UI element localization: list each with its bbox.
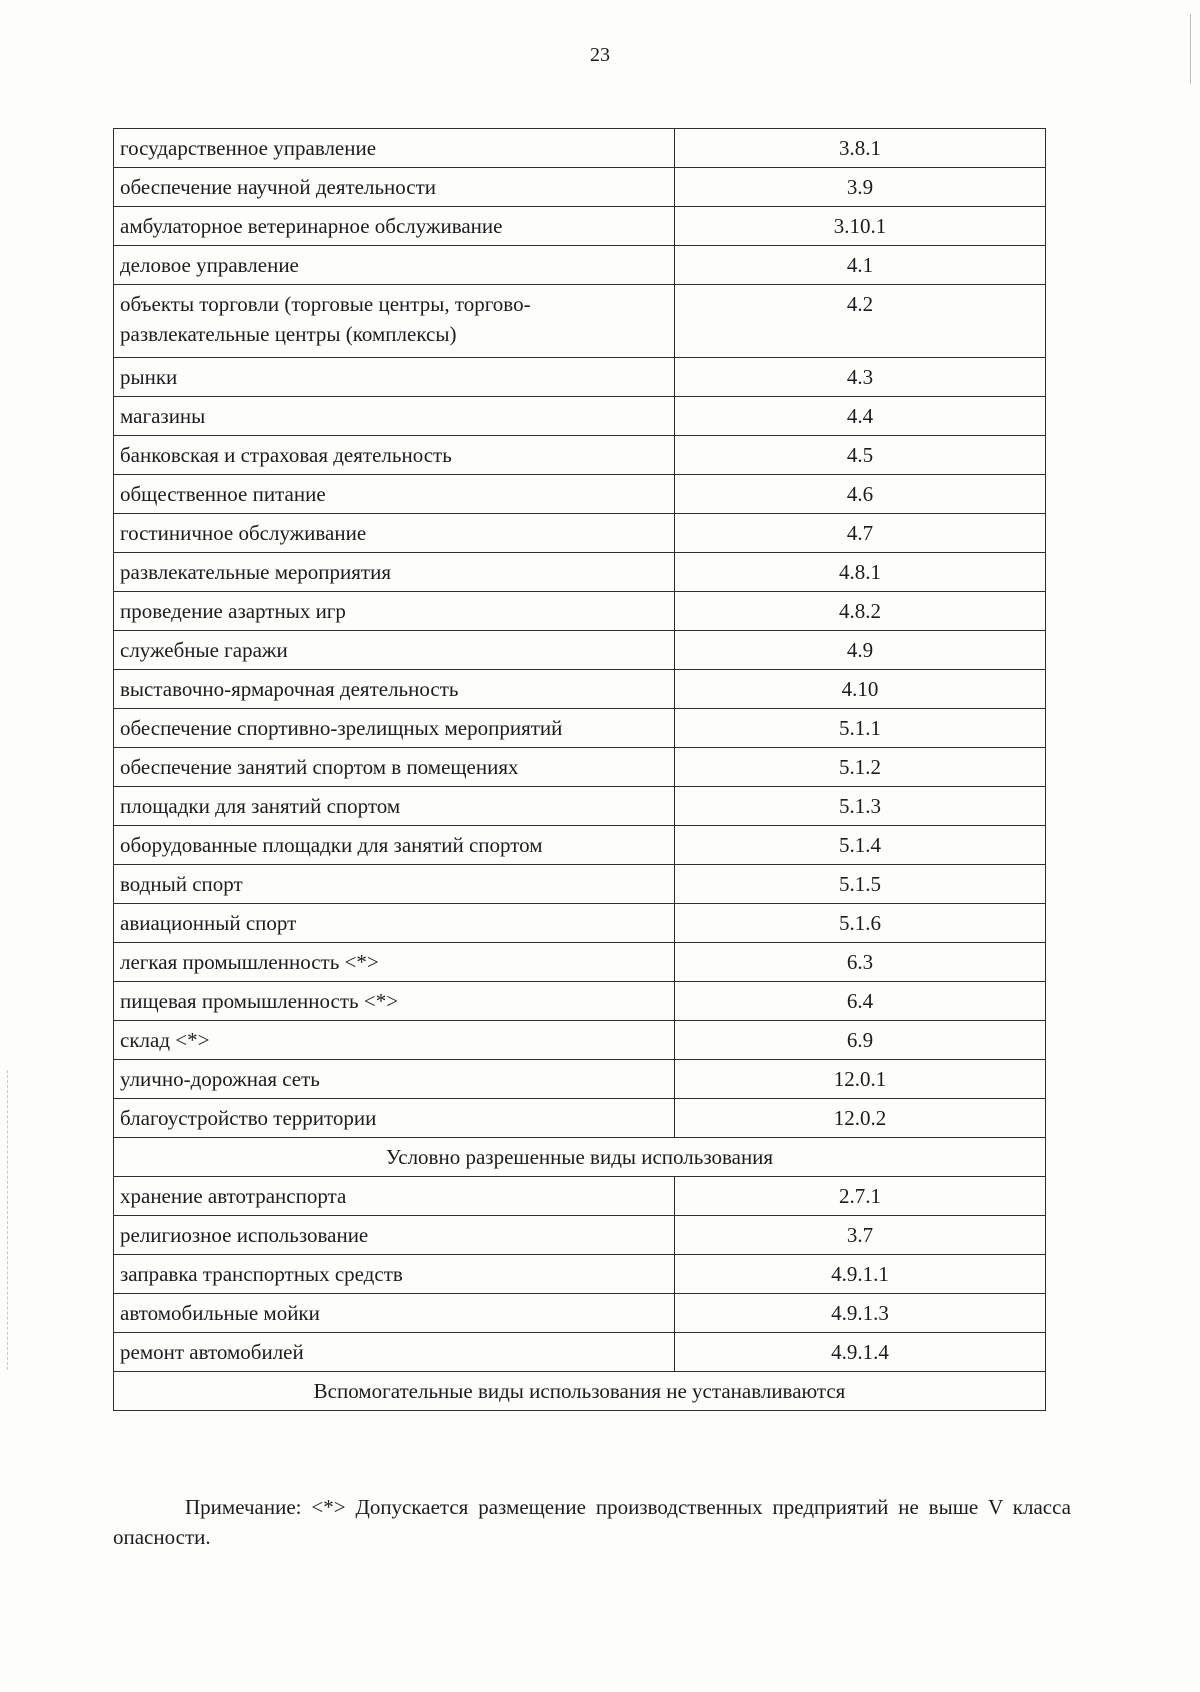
use-code-cell: 4.9.1.4 xyxy=(675,1333,1046,1372)
table-row xyxy=(114,246,1046,285)
use-name-cell: развлекательные мероприятия xyxy=(114,553,675,592)
use-code-cell: 4.1 xyxy=(675,246,1046,285)
use-name-cell: банковская и страховая деятельность xyxy=(114,436,675,475)
use-code-cell: 4.9.1.1 xyxy=(675,1255,1046,1294)
use-name-cell: хранение автотранспорта xyxy=(114,1177,675,1216)
use-name-cell: магазины xyxy=(114,397,675,436)
use-code-cell: 4.9 xyxy=(675,631,1046,670)
use-name-cell: авиационный спорт xyxy=(114,904,675,943)
use-code-cell: 4.2 xyxy=(675,285,1046,358)
table-row xyxy=(114,670,1046,709)
use-code-cell: 4.6 xyxy=(675,475,1046,514)
table-row xyxy=(114,982,1046,1021)
land-use-table xyxy=(113,128,1046,1411)
table-row xyxy=(114,631,1046,670)
use-code-cell: 4.7 xyxy=(675,514,1046,553)
table-row xyxy=(114,865,1046,904)
use-name-cell: оборудованные площадки для занятий спортом xyxy=(114,826,675,865)
table-row xyxy=(114,943,1046,982)
footnote: Примечание: <*> Допускается размещение производственных предприятий не выше V класса опасности. xyxy=(113,1495,1071,1549)
use-code-cell: 6.3 xyxy=(675,943,1046,982)
use-name-cell: служебные гаражи xyxy=(114,631,675,670)
use-name-cell: проведение азартных игр xyxy=(114,592,675,631)
use-name-cell: площадки для занятий спортом xyxy=(114,787,675,826)
conditional-uses-body xyxy=(114,1177,1046,1372)
table-row xyxy=(114,358,1046,397)
use-code-cell: 4.8.2 xyxy=(675,592,1046,631)
table-row xyxy=(114,285,1046,358)
use-code-cell: 4.4 xyxy=(675,397,1046,436)
use-code-cell: 6.4 xyxy=(675,982,1046,1021)
table-row xyxy=(114,397,1046,436)
auxiliary-section xyxy=(114,1372,1046,1411)
table-row xyxy=(114,904,1046,943)
table-row xyxy=(114,168,1046,207)
use-code-cell: 5.1.3 xyxy=(675,787,1046,826)
use-code-cell: 6.9 xyxy=(675,1021,1046,1060)
use-code-cell: 2.7.1 xyxy=(675,1177,1046,1216)
use-code-cell: 3.10.1 xyxy=(675,207,1046,246)
table-row xyxy=(114,1255,1046,1294)
use-name-cell: легкая промышленность <*> xyxy=(114,943,675,982)
table-row xyxy=(114,1333,1046,1372)
scan-margin-mark xyxy=(7,1070,9,1370)
table-row xyxy=(114,826,1046,865)
use-name-cell: автомобильные мойки xyxy=(114,1294,675,1333)
use-name-cell: рынки xyxy=(114,358,675,397)
section-header-row xyxy=(114,1138,1046,1177)
table-row xyxy=(114,129,1046,168)
conditional-section xyxy=(114,1138,1046,1177)
use-code-cell: 3.8.1 xyxy=(675,129,1046,168)
table-row xyxy=(114,1099,1046,1138)
table-row xyxy=(114,475,1046,514)
table-row xyxy=(114,553,1046,592)
table-row xyxy=(114,1021,1046,1060)
use-name-cell: выставочно-ярмарочная деятельность xyxy=(114,670,675,709)
table-row xyxy=(114,748,1046,787)
use-name-cell: амбулаторное ветеринарное обслуживание xyxy=(114,207,675,246)
auxiliary-uses-header: Вспомогательные виды использования не устанавливаются xyxy=(114,1372,1046,1411)
table-row xyxy=(114,592,1046,631)
use-code-cell: 3.7 xyxy=(675,1216,1046,1255)
use-code-cell: 4.3 xyxy=(675,358,1046,397)
table-row xyxy=(114,1060,1046,1099)
table-row xyxy=(114,514,1046,553)
use-name-cell: склад <*> xyxy=(114,1021,675,1060)
use-code-cell: 12.0.1 xyxy=(675,1060,1046,1099)
use-code-cell: 4.10 xyxy=(675,670,1046,709)
use-code-cell: 12.0.2 xyxy=(675,1099,1046,1138)
use-name-cell: общественное питание xyxy=(114,475,675,514)
use-name-cell: улично-дорожная сеть xyxy=(114,1060,675,1099)
use-code-cell: 5.1.2 xyxy=(675,748,1046,787)
table-row xyxy=(114,1216,1046,1255)
use-name-cell: деловое управление xyxy=(114,246,675,285)
conditional-uses-header: Условно разрешенные виды использования xyxy=(114,1138,1046,1177)
use-code-cell: 5.1.5 xyxy=(675,865,1046,904)
page-number: 23 xyxy=(590,44,610,66)
use-name-cell: обеспечение занятий спортом в помещениях xyxy=(114,748,675,787)
use-name-cell: государственное управление xyxy=(114,129,675,168)
permitted-uses-body xyxy=(114,129,1046,1138)
use-code-cell: 4.9.1.3 xyxy=(675,1294,1046,1333)
table-row xyxy=(114,207,1046,246)
use-name-cell: пищевая промышленность <*> xyxy=(114,982,675,1021)
table-row xyxy=(114,709,1046,748)
use-code-cell: 5.1.1 xyxy=(675,709,1046,748)
use-name-cell: религиозное использование xyxy=(114,1216,675,1255)
table-row xyxy=(114,1177,1046,1216)
use-name-cell: объекты торговли (торговые центры, торгово-развлекательные центры (комплексы) xyxy=(114,285,675,358)
use-name-cell: ремонт автомобилей xyxy=(114,1333,675,1372)
use-code-cell: 5.1.4 xyxy=(675,826,1046,865)
use-code-cell: 5.1.6 xyxy=(675,904,1046,943)
use-code-cell: 4.8.1 xyxy=(675,553,1046,592)
use-name-cell: обеспечение научной деятельности xyxy=(114,168,675,207)
use-code-cell: 3.9 xyxy=(675,168,1046,207)
use-name-cell: гостиничное обслуживание xyxy=(114,514,675,553)
use-name-cell: водный спорт xyxy=(114,865,675,904)
use-name-cell: заправка транспортных средств xyxy=(114,1255,675,1294)
table-row xyxy=(114,436,1046,475)
use-name-cell: благоустройство территории xyxy=(114,1099,675,1138)
use-name-cell: обеспечение спортивно-зрелищных мероприятий xyxy=(114,709,675,748)
table-row xyxy=(114,787,1046,826)
table-row xyxy=(114,1294,1046,1333)
use-code-cell: 4.5 xyxy=(675,436,1046,475)
section-header-row xyxy=(114,1372,1046,1411)
